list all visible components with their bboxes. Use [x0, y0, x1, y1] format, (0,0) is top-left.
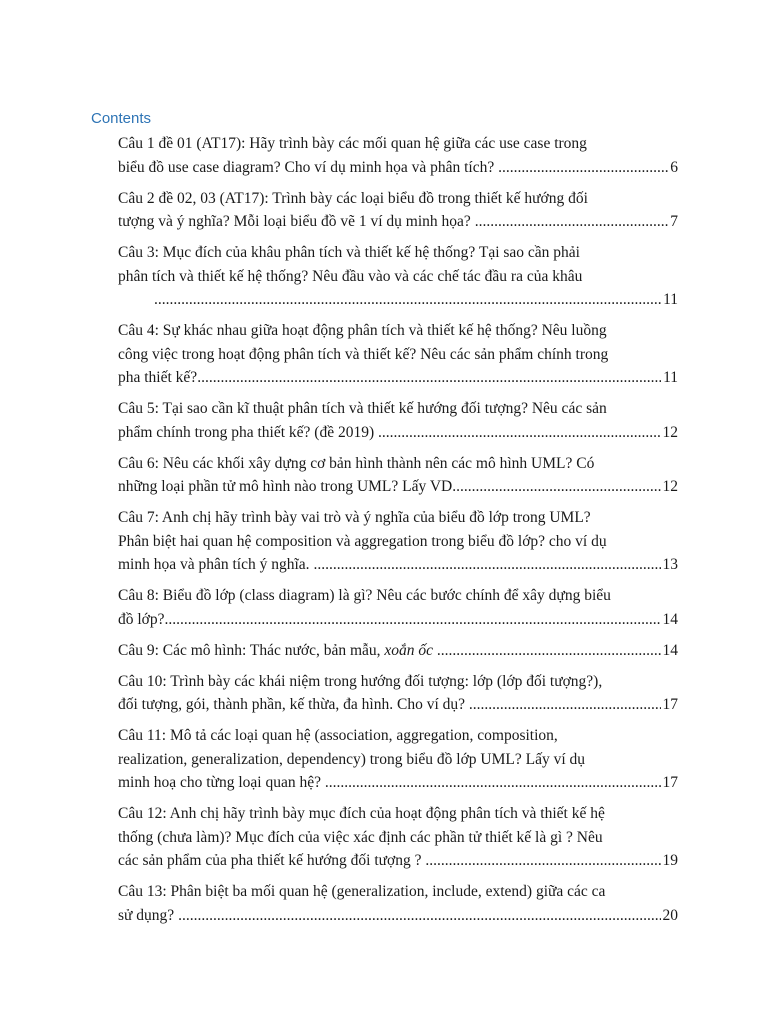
toc-entry-text: phẩm chính trong pha thiết kế? (đề 2019) [118, 423, 375, 441]
toc-entry-text: sử dụng? [118, 906, 175, 924]
toc-page-number: 7 [670, 213, 678, 230]
toc-list [118, 132, 678, 935]
toc-entry-text: Câu 13: Phân biệt ba mối quan hệ (generalization, include, extend) giữa các ca [118, 883, 606, 900]
toc-entry-text: phân tích và thiết kế hệ thống? Nêu đầu vào và các chế tác đầu ra của khâu [118, 267, 583, 285]
toc-page-number: 17 [662, 774, 678, 791]
toc-page-number: 14 [662, 610, 678, 628]
toc-entry-11[interactable] [118, 724, 678, 795]
toc-entry-text: Câu 11: Mô tả các loại quan hệ (association, aggregation, composition, [118, 727, 558, 744]
toc-entry-text: Phân biệt hai quan hệ composition và aggregation trong biểu đồ lớp? cho ví dụ [118, 532, 607, 550]
toc-page-number: 6 [670, 158, 678, 176]
toc-entry-text: realization, generalization, dependency) trong biểu đồ lớp UML? Lấy ví dụ [118, 750, 586, 768]
toc-entry-text: công việc trong hoạt động phân tích và thiết kế? Nêu các sản phẩm chính trong [118, 345, 609, 363]
toc-entry-text: Câu 1 đề 01 (AT17): Hãy trình bày các mối quan hệ giữa các use case trong [118, 135, 587, 152]
toc-entry-text: Câu 5: Tại sao cần kĩ thuật phân tích và thiết kế hướng đối tượng? Nêu các sản [118, 400, 607, 417]
toc-entry-12[interactable] [118, 802, 678, 873]
toc-entry-text: thống (chưa làm)? Mục đích của việc xác định các phần tử thiết kế là gì ? Nêu [118, 828, 603, 846]
toc-entry-10[interactable] [118, 670, 678, 717]
toc-entry-text: Câu 9: Các mô hình: Thác nước, bản mẫu, [118, 641, 385, 659]
toc-entry-text: Câu 10: Trình bày các khái niệm trong hướng đối tượng: lớp (lớp đối tượng?), [118, 672, 603, 690]
toc-entry-text: đối tượng, gói, thành phần, kế thừa, đa hình. Cho ví dụ? [118, 696, 466, 713]
toc-page-number: 13 [662, 556, 678, 573]
toc-entry-1[interactable] [118, 132, 678, 179]
toc-entry-text: Câu 2 đề 02, 03 (AT17): Trình bày các loại biểu đồ trong thiết kế hướng đối [118, 189, 588, 207]
toc-page-number: 14 [662, 641, 678, 659]
toc-page-number: 12 [662, 478, 678, 495]
toc-entry-7[interactable] [118, 506, 678, 577]
toc-entry-text: Câu 3: Mục đích của khâu phân tích và thiết kế hệ thống? Tại sao cần phải [118, 244, 580, 261]
toc-entry-text: tượng và ý nghĩa? Mỗi loại biểu đồ vẽ 1 ví dụ minh họa? [118, 213, 471, 230]
toc-entry-6[interactable] [118, 452, 678, 499]
toc-page-number: 11 [663, 291, 678, 308]
toc-entry-text: minh hoạ cho từng loại quan hệ? [118, 774, 321, 791]
toc-entry-text: Câu 6: Nêu các khối xây dựng cơ bản hình thành nên các mô hình UML? Có [118, 454, 595, 472]
toc-entry-9[interactable] [118, 639, 678, 663]
toc-entry-2[interactable] [118, 187, 678, 234]
toc-entry-5[interactable] [118, 397, 678, 444]
toc-entry-text: các sản phẩm của pha thiết kế hướng đối tượng ? [118, 852, 422, 869]
toc-page-number: 12 [662, 423, 678, 441]
toc-entry-3[interactable] [118, 241, 678, 312]
toc-entry-text: Câu 4: Sự khác nhau giữa hoạt động phân tích và thiết kế hệ thống? Nêu luồng [118, 322, 607, 339]
toc-entry-text: biểu đồ use case diagram? Cho ví dụ minh họa và phân tích? [118, 158, 495, 176]
toc-entry-text: Câu 12: Anh chị hãy trình bày mục đích của hoạt động phân tích và thiết kế hệ [118, 805, 605, 822]
toc-page-number: 11 [663, 369, 678, 386]
toc-entry-text-italic: xoắn ốc [384, 641, 434, 659]
toc-entry-text: minh họa và phân tích ý nghĩa. [118, 556, 310, 573]
toc-page-number: 17 [662, 696, 678, 713]
toc-entry-text: Câu 7: Anh chị hãy trình bày vai trò và ý nghĩa của biểu đồ lớp trong UML? [118, 509, 591, 526]
toc-entry-text: đồ lớp? [118, 610, 165, 628]
toc-entry-text: những loại phần tử mô hình nào trong UML? Lấy VD. [118, 478, 457, 495]
toc-entry-13[interactable] [118, 880, 678, 927]
toc-page-number: 20 [662, 906, 678, 924]
toc-heading: Contents [91, 110, 152, 127]
toc-entry-8[interactable] [118, 584, 678, 631]
toc-entry-text: pha thiết kế? [118, 369, 198, 386]
toc-page-number: 19 [662, 852, 678, 869]
toc-entry-4[interactable] [118, 319, 678, 390]
toc-entry-text: Câu 8: Biểu đồ lớp (class diagram) là gì? Nêu các bước chính để xây dựng biểu [118, 587, 611, 604]
